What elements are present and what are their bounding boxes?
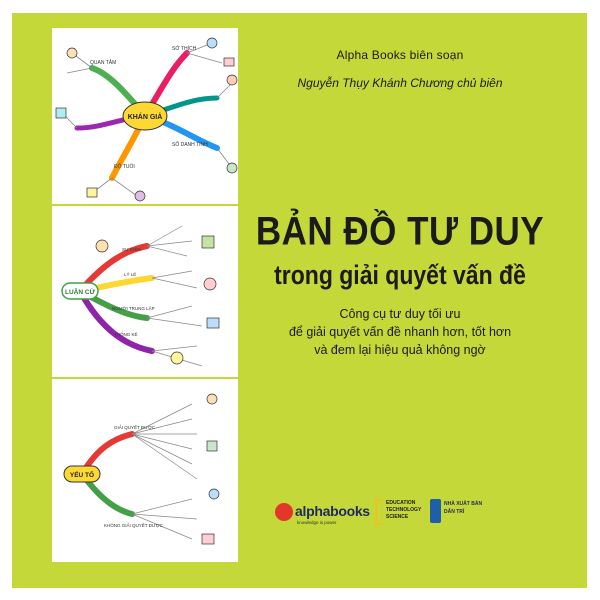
mindmap-factors-center: YẾU TỐ <box>69 472 95 479</box>
mindmap-audience-branch: QUAN TÂM <box>90 60 117 66</box>
chief-editor-credit: Nguyễn Thụy Khánh Chương chủ biên <box>297 76 503 90</box>
mindmap-arguments-branch: NGƯỜI TRUNG LẬP <box>112 306 155 311</box>
mindmap-doodles <box>96 236 219 364</box>
mindmap-arguments-branch: LÝ LẼ <box>124 272 137 277</box>
publisher-logos <box>275 497 485 531</box>
editor-credit: Alpha Books biên soạn <box>336 48 464 62</box>
alphabooks-wordmark: alphabooks <box>295 503 370 519</box>
mindmap-factors-branch: GIẢI QUYẾT ĐƯỢC <box>114 425 156 430</box>
tagline-line: và đem lại hiệu quả không ngờ <box>314 343 486 357</box>
alphabooks-mark-icon <box>275 503 293 521</box>
mindmap-doodles <box>202 394 219 544</box>
mindmap-audience-branch: SỐ DANH TÍNH <box>172 142 208 148</box>
mindmap-arguments-illustration <box>52 206 238 377</box>
mindmap-arguments-branch: SỰ KIỆN <box>122 247 141 252</box>
dantri-label-line: DÂN TRÍ <box>444 509 465 515</box>
dantri-label-line: NHÀ XUẤT BẢN <box>444 501 483 507</box>
mindmap-panel-audience <box>52 28 238 204</box>
ets-label-line: SCIENCE <box>386 514 409 520</box>
mindmap-factors-illustration <box>52 379 238 562</box>
ets-label <box>386 500 421 521</box>
dantri-mark-icon <box>430 499 441 523</box>
mindmap-audience-branch: ĐỘ TUỔI <box>114 164 135 170</box>
mindmap-audience-illustration <box>52 28 238 204</box>
book-subtitle: trong giải quyết vấn đề <box>274 259 526 290</box>
dantri-label <box>444 500 482 516</box>
ets-label-line: EDUCATION <box>386 500 416 506</box>
alphabooks-tagline: knowledge is power <box>297 520 337 525</box>
mindmap-factors-branch: KHÔNG GIẢI QUYẾT ĐƯỢC <box>104 523 163 528</box>
mindmap-audience-center: KHÁN GIẢ <box>127 114 163 121</box>
mindmap-arguments-center: LUẬN CỨ <box>65 289 95 296</box>
book-title: BẢN ĐỒ TƯ DUY <box>255 209 545 254</box>
mindmap-panel-factors <box>52 379 238 562</box>
mindmap-audience-branch: SỞ THÍCH <box>172 46 197 52</box>
tagline-line: để giải quyết vấn đề nhanh hơn, tốt hơn <box>288 325 512 339</box>
ets-bracket-icon <box>375 499 383 525</box>
tagline-line: Công cụ tư duy tối ưu <box>339 307 461 321</box>
ets-label-line: TECHNOLOGY <box>386 507 422 513</box>
mindmap-arguments-branch: THỐNG KÊ <box>114 332 138 337</box>
mindmap-panel-arguments <box>52 206 238 377</box>
